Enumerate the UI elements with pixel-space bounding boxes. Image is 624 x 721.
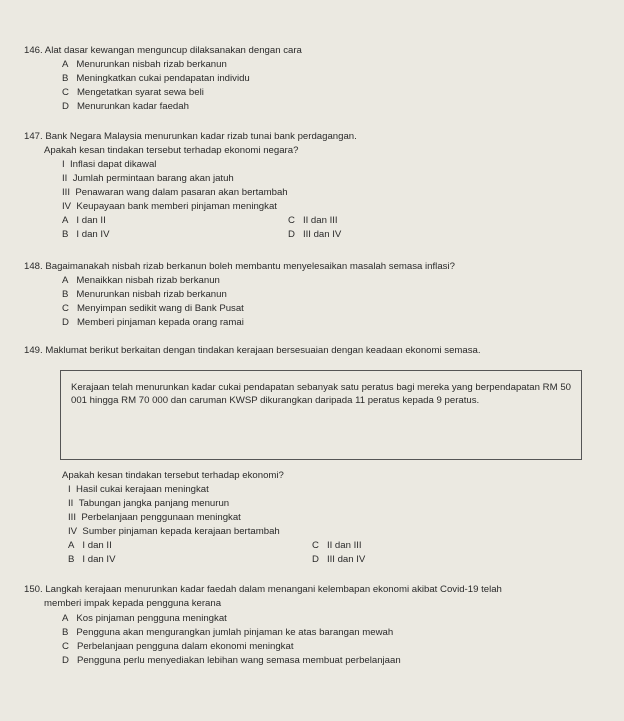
option-text: I dan II <box>82 540 112 551</box>
q146-stem: 146. Alat dasar kewangan menguncup dilaksanakan dengan cara <box>24 45 302 56</box>
option-letter: B <box>62 73 69 84</box>
option-text: I dan IV <box>76 229 110 240</box>
q149-option-a[interactable] <box>68 540 112 552</box>
statement-text: Penawaran wang dalam pasaran akan bertambah <box>75 187 288 198</box>
option-text: Menyimpan sedikit wang di Bank Pusat <box>76 303 244 314</box>
q148-option-a[interactable] <box>62 275 220 287</box>
q147-question: Apakah kesan tindakan tersebut terhadap ekonomi negara? <box>44 145 299 156</box>
option-text: Perbelanjaan pengguna dalam ekonomi meningkat <box>76 641 294 652</box>
q150-option-c[interactable] <box>62 641 293 653</box>
statement-text: Keupayaan bank memberi pinjaman meningkat <box>76 201 277 212</box>
option-text: I dan II <box>76 215 106 226</box>
option-letter: A <box>62 59 69 70</box>
q149-info-text: Kerajaan telah menurunkan kadar cukai pendapatan sebanyak satu peratus bagi mereka yang berpendapatan RM 50 001 hingga RM 70 000 dan caruman KWSP dikurangkan daripada 11 peratus kepada 9 peratus. <box>71 382 571 406</box>
q147-statement-2 <box>62 173 234 185</box>
q150-option-a[interactable] <box>62 613 227 625</box>
q149-statement-2 <box>68 498 229 510</box>
q149-option-c[interactable] <box>312 540 362 552</box>
option-text: Meningkatkan cukai pendapatan individu <box>76 73 250 84</box>
q149-option-b[interactable] <box>68 554 115 566</box>
q147-option-b[interactable] <box>62 229 109 241</box>
statement-text: Tabungan jangka panjang menurun <box>78 498 230 509</box>
q147-option-c[interactable] <box>288 215 338 227</box>
q147-statement-1 <box>62 159 156 171</box>
option-letter: A <box>62 275 69 286</box>
statement-num: IV <box>68 526 78 537</box>
option-letter: D <box>312 554 319 565</box>
q150-stem-line2: memberi impak kepada pengguna kerana <box>44 598 222 609</box>
q149-statement-1 <box>68 484 209 496</box>
statement-text: Perbelanjaan penggunaan meningkat <box>81 512 241 523</box>
option-letter: B <box>62 229 69 240</box>
option-letter: B <box>68 554 75 565</box>
q149-statement-3 <box>68 512 241 524</box>
q146-option-a[interactable] <box>62 59 227 71</box>
q148-option-b[interactable] <box>62 289 227 301</box>
option-text: Menurunkan kadar faedah <box>76 101 189 112</box>
option-letter: A <box>68 540 75 551</box>
option-letter: D <box>62 317 69 328</box>
option-letter: B <box>62 627 69 638</box>
q148-option-c[interactable] <box>62 303 244 315</box>
q150-stem-line1: 150. Langkah kerajaan menurunkan kadar faedah dalam menangani kelembapan ekonomi akibat Covid-19 telah <box>24 584 502 595</box>
q146-option-d[interactable] <box>62 101 189 113</box>
statement-num: III <box>68 512 76 523</box>
option-text: Pengguna perlu menyediakan lebihan wang semasa membuat perbelanjaan <box>76 655 401 666</box>
q148-option-d[interactable] <box>62 317 244 329</box>
q147-stem: 147. Bank Negara Malaysia menurunkan kadar rizab tunai bank perdagangan. <box>24 131 357 142</box>
option-text: Mengetatkan syarat sewa beli <box>76 87 204 98</box>
q149-statement-4 <box>68 526 280 538</box>
q148-stem: 148. Bagaimanakah nisbah rizab berkanun boleh membantu menyelesaikan masalah semasa inflasi? <box>24 261 455 272</box>
option-letter: D <box>288 229 295 240</box>
option-text: I dan IV <box>82 554 116 565</box>
statement-num: II <box>62 173 68 184</box>
statement-num: II <box>68 498 74 509</box>
q147-statement-4 <box>62 201 277 213</box>
statement-text: Sumber pinjaman kepada kerajaan bertambah <box>82 526 280 537</box>
q147-option-d[interactable] <box>288 229 341 241</box>
q147-option-a[interactable] <box>62 215 106 227</box>
option-letter: B <box>62 289 69 300</box>
q149-question: Apakah kesan tindakan tersebut terhadap ekonomi? <box>62 470 284 481</box>
option-text: II dan III <box>326 540 362 551</box>
option-text: Menurunkan nisbah rizab berkanun <box>76 59 227 70</box>
option-letter: A <box>62 215 69 226</box>
option-text: III dan IV <box>302 229 342 240</box>
option-letter: D <box>62 655 69 666</box>
option-letter: C <box>62 641 69 652</box>
option-letter: C <box>62 303 69 314</box>
option-letter: C <box>62 87 69 98</box>
option-text: II dan III <box>302 215 338 226</box>
q146-option-b[interactable] <box>62 73 250 85</box>
q149-option-d[interactable] <box>312 554 365 566</box>
statement-text: Hasil cukai kerajaan meningkat <box>76 484 209 495</box>
q149-stem: 149. Maklumat berikut berkaitan dengan tindakan kerajaan bersesuaian dengan keadaan ekonomi semasa. <box>24 345 481 356</box>
statement-text: Inflasi dapat dikawal <box>70 159 157 170</box>
statement-num: I <box>68 484 71 495</box>
option-text: Menaikkan nisbah rizab berkanun <box>76 275 220 286</box>
option-letter: C <box>312 540 319 551</box>
q150-option-d[interactable] <box>62 655 401 667</box>
option-text: Kos pinjaman pengguna meningkat <box>76 613 227 624</box>
statement-text: Jumlah permintaan barang akan jatuh <box>72 173 234 184</box>
q146-option-c[interactable] <box>62 87 204 99</box>
option-letter: D <box>62 101 69 112</box>
option-letter: C <box>288 215 295 226</box>
statement-num: I <box>62 159 65 170</box>
q147-statement-3 <box>62 187 288 199</box>
q149-info-box <box>60 370 582 460</box>
option-text: Menurunkan nisbah rizab berkanun <box>76 289 227 300</box>
option-text: Pengguna akan mengurangkan jumlah pinjaman ke atas barangan mewah <box>76 627 394 638</box>
statement-num: III <box>62 187 70 198</box>
option-text: III dan IV <box>326 554 366 565</box>
option-letter: A <box>62 613 69 624</box>
statement-num: IV <box>62 201 72 212</box>
q150-option-b[interactable] <box>62 627 393 639</box>
option-text: Memberi pinjaman kepada orang ramai <box>76 317 244 328</box>
